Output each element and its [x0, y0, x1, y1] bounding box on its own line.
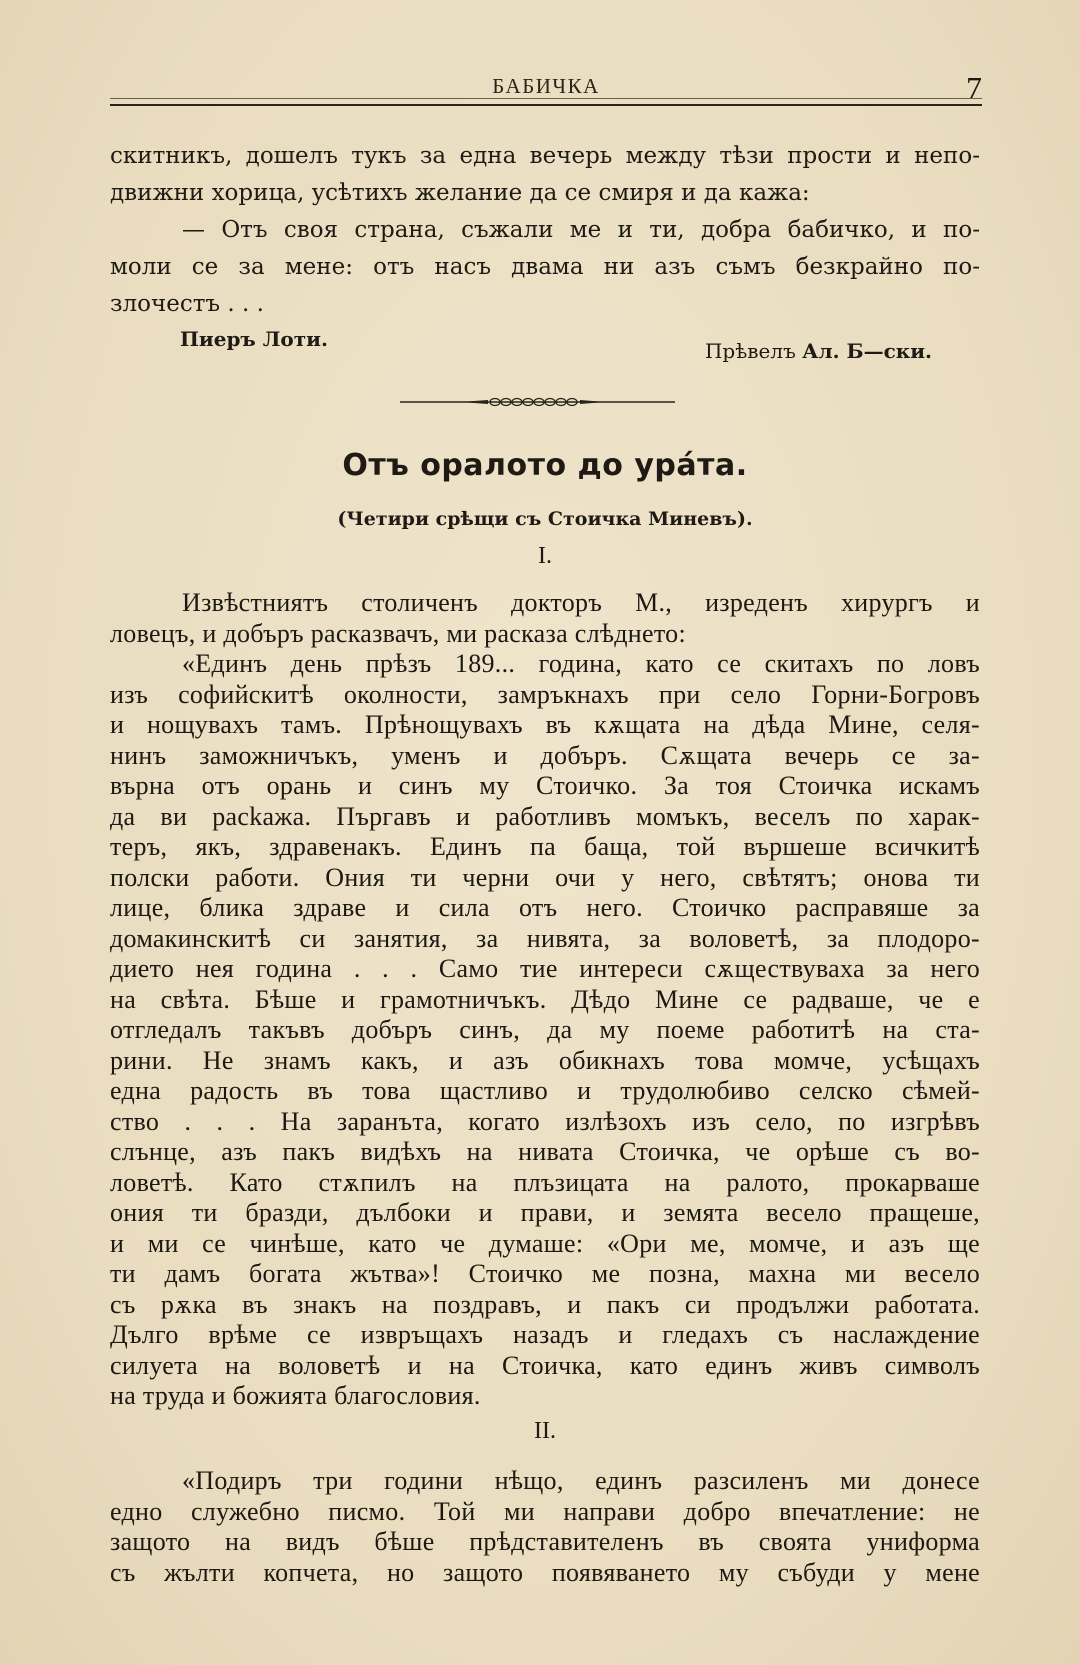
text-line: моли се за мене: отъ насъ двама ни азъ съмъ безкрайно по- — [110, 254, 980, 280]
text-line: полски работи. Ония ти черни очи у него, свѣтятъ; онова ти — [110, 862, 980, 892]
text-line: — Отъ своя страна, съжали ме и ти, добра бабичко, и по- — [182, 217, 980, 243]
text-line: ловецъ, и добъръ расказвачъ, ми расказа слѣднето: — [110, 618, 686, 648]
text-line: и ми се чинѣше, като че думаше: «Ори ме, момче, и азъ ще — [110, 1228, 980, 1258]
section-number: I. — [538, 543, 552, 569]
text-line: на труда и божията благословия. — [110, 1381, 481, 1410]
text-line: да ви расkажа. Пъргавъ и работливъ момъкъ, веселъ по харак- — [110, 801, 980, 831]
text-line: теръ, якъ, здравенакъ. Единъ па баща, той вършеше всичкитѣ — [110, 832, 980, 861]
text-line: движни хорица, усѣтихъ желание да се смиря и да кажа: — [110, 180, 810, 206]
text-line: на свѣта. Бѣше и грамотничъкъ. Дѣдо Мине се радваше, че е — [110, 984, 980, 1014]
text-line: съ рѫка въ знакъ на поздравъ, и пакъ си продължи работата. — [110, 1289, 980, 1319]
section-2-text — [110, 1466, 980, 1588]
text-line: и нощувахъ тамъ. Прѣнощувахъ въ кѫщата на дѣда Мине, селя- — [110, 710, 980, 739]
previous-story-ending — [110, 138, 980, 323]
text-line: ловетѣ. Като стѫпилъ на плъзицата на ралото, прокарваше — [110, 1167, 980, 1197]
text-line: «Единъ день прѣзъ 189... година, като се скитахъ по ловъ — [182, 649, 980, 678]
story-subtitle: (Четири срѣщи съ Стоичка Миневъ). — [337, 508, 753, 530]
translator-credit — [705, 339, 932, 363]
text-line: ония ти бразди, дълбоки и прави, и земята весело пращеше, — [110, 1198, 980, 1227]
text-line: съ жълти копчета, но защото появяването му събуди у мене — [110, 1557, 980, 1587]
text-line: рини. Не знамъ какъ, и азъ обикнахъ това момче, усѣщахъ — [110, 1045, 980, 1075]
text-line: лице, блика здраве и сила отъ него. Стоичко расправяше за — [110, 893, 980, 922]
text-line: една радость въ това щастливо и трудолюбиво селско сѣмей- — [110, 1076, 980, 1105]
text-line: диeто нея година . . . Само тие интереси сѫществуваха за него — [110, 954, 980, 983]
translator-name: Ал. Б—ски. — [802, 339, 932, 363]
text-line: слънце, азъ пакъ видѣхъ на нивата Стоичка, че орѣше съ во- — [110, 1137, 980, 1166]
section-number: II. — [534, 1418, 556, 1444]
text-line: нинъ заможничъкъ, уменъ и добъръ. Сѫщата вечерь се за- — [110, 740, 980, 770]
signature-line — [110, 327, 980, 363]
text-line: ство . . . На заранъта, когато излѣзохъ изъ село, по изгрѣвъ — [110, 1106, 980, 1136]
author-signature: Пиеръ Лоти. — [180, 327, 328, 351]
translator-prefix: Прѣвелъ — [704, 339, 796, 363]
text-line: скитникъ, дошелъ тукъ за една вечерь между тѣзи прости и непо- — [110, 143, 980, 169]
text-line: Дълго врѣме се извръщахъ назадъ и гледахъ съ наслаждение — [110, 1320, 980, 1349]
running-head-title: БАБИЧКА — [492, 74, 600, 98]
header-rule-thick — [110, 104, 982, 106]
section-1-text — [110, 588, 980, 1412]
page-number: 7 — [966, 70, 982, 106]
text-line: домакинскитѣ си занятия, за нивята, за воловетѣ, за плодоро- — [110, 923, 980, 953]
ornamental-divider-icon — [400, 392, 675, 412]
story-title: Отъ оралото до урáта. — [342, 448, 748, 483]
text-line: защото на видъ бѣше прѣдставителенъ въ своята униформа — [110, 1527, 980, 1556]
text-line: злочестъ . . . — [110, 291, 264, 317]
header-rule-thin — [110, 98, 982, 99]
text-line: върна отъ орань и синъ му Стоичко. За тоя Стоичка искамъ — [110, 771, 980, 800]
text-line: силуета на воловетѣ и на Стоичка, като единъ живъ символъ — [110, 1350, 980, 1380]
text-line: отгледалъ такъвъ добъръ синъ, да му поеме работитѣ на ста- — [110, 1015, 980, 1044]
text-line: ти дамъ богата жътва»! Стоичко ме позна, махна ми весело — [110, 1259, 980, 1288]
text-line: «Подиръ три години нѣщо, единъ разсиленъ ми донесе — [182, 1466, 980, 1495]
text-line: Извѣстниятъ столиченъ докторъ М., изреденъ хирургъ и — [182, 588, 980, 617]
text-line: изъ софийскитѣ околности, замръкнахъ при село Горни-Богровъ — [110, 679, 980, 709]
text-line: едно служебно писмо. Той ми направи добро впечатление: не — [110, 1496, 980, 1526]
